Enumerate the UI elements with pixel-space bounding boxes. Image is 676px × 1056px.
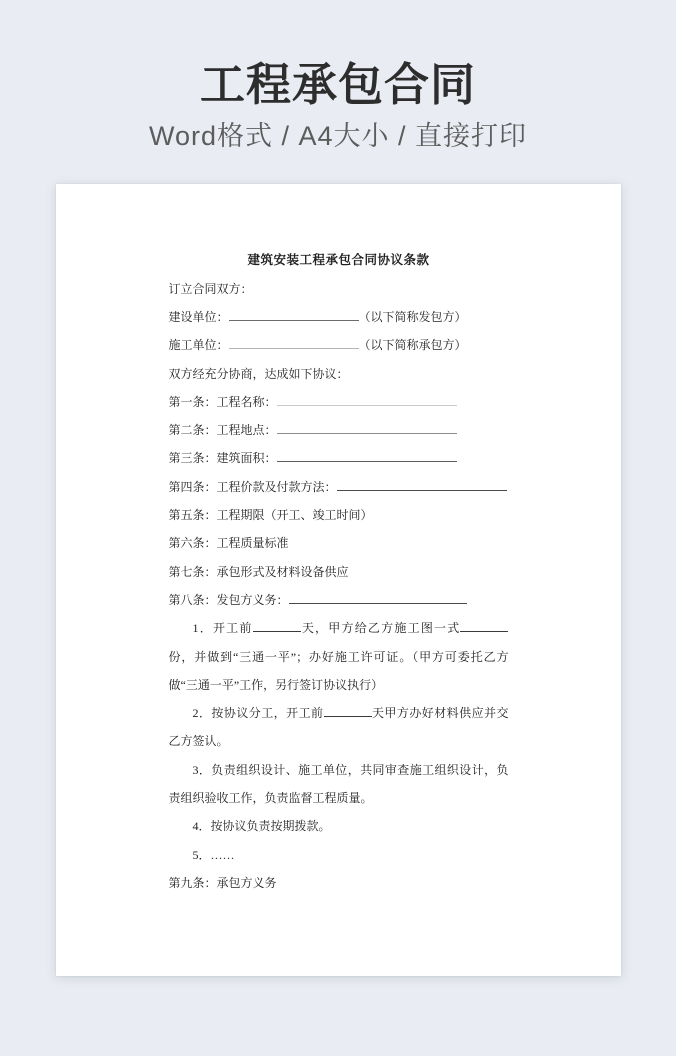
document-title: 建筑安装工程承包合同协议条款 — [247, 253, 430, 268]
doc-line — [169, 812, 509, 840]
doc-line — [169, 869, 509, 897]
doc-text: 第八条：发包方义务： — [168, 592, 289, 607]
doc-text: 3．负责组织设计、施工单位，共同审查施工组织设计，负责组织验收工作，负责监督工程质量。 — [168, 762, 509, 806]
blank-field — [253, 620, 301, 632]
doc-line — [169, 275, 509, 303]
doc-text: 建设单位： — [168, 309, 229, 324]
document-body — [169, 246, 509, 897]
doc-line — [169, 331, 509, 359]
doc-line — [169, 303, 509, 331]
document-preview-sheet — [56, 184, 621, 976]
blank-field — [277, 393, 457, 405]
doc-text: 第七条：承包形式及材料设备供应 — [168, 564, 349, 579]
doc-line — [169, 388, 509, 416]
doc-line — [169, 841, 509, 869]
doc-text: 施工单位： — [168, 338, 229, 353]
doc-text: 第九条：承包方义务 — [168, 875, 277, 890]
doc-line — [169, 360, 509, 388]
doc-line — [169, 473, 509, 501]
blank-field — [289, 592, 467, 604]
doc-text: 天，甲方给乙方施工图一式 — [300, 621, 461, 636]
doc-line — [169, 614, 509, 699]
doc-line — [169, 699, 509, 756]
blank-field — [460, 620, 508, 632]
doc-text: 2．按协议分工，开工前 — [192, 706, 324, 721]
page-subtitle: Word格式 / A4大小 / 直接打印 — [148, 121, 528, 151]
doc-text: 天甲方办好材料供应并交乙方签认。 — [168, 706, 509, 749]
doc-text: 1．开工前 — [192, 621, 253, 636]
doc-text: 第六条：工程质量标准 — [168, 536, 289, 551]
blank-field — [337, 478, 507, 490]
blank-field — [324, 705, 372, 717]
doc-text: 第五条：工程期限（开工、竣工时间） — [168, 508, 373, 523]
doc-line — [169, 501, 509, 529]
doc-text: 第二条：工程地点： — [168, 423, 277, 438]
doc-line — [169, 416, 509, 444]
doc-line — [169, 444, 509, 472]
doc-text: 第三条：建筑面积： — [168, 451, 277, 466]
blank-field — [229, 337, 359, 349]
doc-text: 4．按协议负责按期拨款。 — [192, 819, 331, 834]
page-title: 工程承包合同 — [199, 59, 476, 110]
blank-field — [277, 422, 457, 434]
doc-line — [169, 529, 509, 557]
doc-line — [169, 756, 509, 813]
doc-text: 订立合同双方： — [168, 281, 253, 296]
doc-text: 第四条：工程价款及付款方法： — [168, 479, 337, 494]
doc-text: 份，并做到“三通一平”；办好施工许可证。（甲方可委托乙方做“三通一平”工作，另行签订协议执行） — [168, 649, 509, 692]
blank-field — [277, 450, 457, 462]
doc-text: 第一条：工程名称： — [168, 394, 277, 409]
doc-text: （以下简称承包方） — [358, 338, 467, 353]
doc-line — [169, 558, 509, 586]
doc-text: 双方经充分协商，达成如下协议： — [168, 366, 349, 381]
doc-line — [169, 586, 509, 614]
blank-field — [229, 309, 359, 321]
doc-text: （以下简称发包方） — [358, 309, 467, 324]
doc-text: 5．…… — [192, 847, 235, 862]
